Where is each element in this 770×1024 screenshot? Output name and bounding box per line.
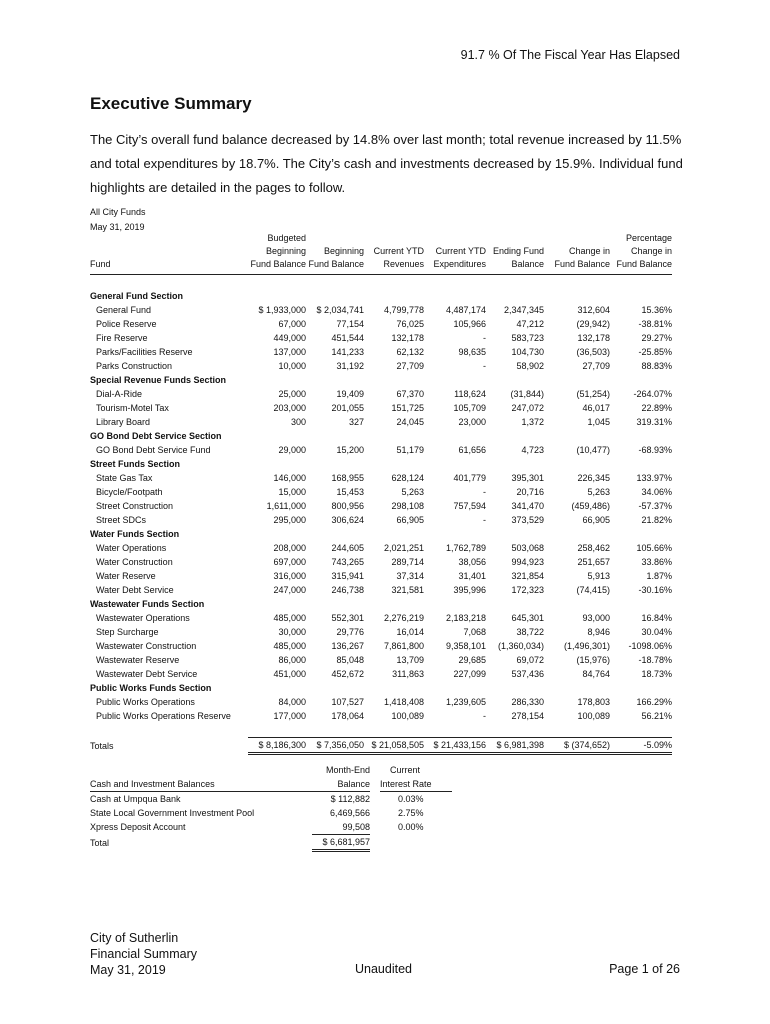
fund-value: 278,154 <box>511 711 544 721</box>
fund-value: 15,200 <box>336 445 364 455</box>
cash-title: Cash and Investment Balances <box>90 763 312 792</box>
fund-value: 395,301 <box>511 473 544 483</box>
fund-value: 166.29% <box>636 697 672 707</box>
fund-value: 628,124 <box>391 473 424 483</box>
totals-value: $ 21,433,156 <box>424 738 486 754</box>
section-header <box>90 597 672 611</box>
table-row <box>90 359 672 373</box>
fund-value: 2,276,219 <box>383 613 424 623</box>
section-title: GO Bond Debt Service Section <box>90 431 222 441</box>
fund-value: 22.89% <box>641 403 672 413</box>
fund-name: Water Operations <box>96 543 167 553</box>
table-row <box>90 513 672 527</box>
section-header <box>90 429 672 443</box>
fund-value: 29.27% <box>641 333 672 343</box>
fund-value: 800,956 <box>331 501 364 511</box>
fund-name: Street Construction <box>96 501 174 511</box>
fund-value: 15,000 <box>278 487 306 497</box>
fund-value: 5,263 <box>587 487 610 497</box>
section-title: Street Funds Section <box>90 459 181 469</box>
fund-value: 226,345 <box>577 473 610 483</box>
fund-value: 24,045 <box>396 417 424 427</box>
fund-value: 201,055 <box>331 403 364 413</box>
fund-value: 27,709 <box>582 361 610 371</box>
table-row <box>90 583 672 597</box>
fund-value: 104,730 <box>511 347 544 357</box>
fund-name: Street SDCs <box>96 515 147 525</box>
cash-balance: $ 112,882 <box>330 794 370 804</box>
fund-name: General Fund <box>96 305 152 315</box>
cash-interest-rate: 0.00% <box>398 822 424 833</box>
fund-value: 2,021,251 <box>383 543 424 553</box>
table-row <box>90 303 672 317</box>
col-budgeted: Budgeted Beginning Fund Balance <box>248 232 306 275</box>
fund-value: 51,179 <box>396 445 424 455</box>
fund-value: 4,723 <box>521 445 544 455</box>
totals-row <box>90 738 672 754</box>
fund-name: Water Debt Service <box>96 585 174 595</box>
table-row <box>90 345 672 359</box>
fund-value: 1,762,789 <box>445 543 486 553</box>
fund-value: 27,709 <box>396 361 424 371</box>
cash-account-name: State Local Government Investment Pool <box>90 808 255 818</box>
fund-value: 1.87% <box>646 571 672 581</box>
fund-name: Step Surcharge <box>96 627 159 637</box>
cash-balances-table <box>90 763 452 852</box>
fiscal-year-note: 91.7 % Of The Fiscal Year Has Elapsed <box>460 48 680 62</box>
fund-value: (74,415) <box>576 585 610 595</box>
fund-value: 84,000 <box>278 697 306 707</box>
fund-name: State Gas Tax <box>96 473 153 483</box>
fund-balance-table <box>90 232 672 755</box>
fund-value: 485,000 <box>273 641 306 651</box>
fund-value: 56.21% <box>641 711 672 721</box>
table-caption-line1: All City Funds <box>90 207 146 217</box>
fund-value: 132,178 <box>577 333 610 343</box>
fund-value: 15.36% <box>641 305 672 315</box>
fund-value: 341,470 <box>511 501 544 511</box>
fund-value: 31,192 <box>336 361 364 371</box>
fund-value: 85,048 <box>336 655 364 665</box>
totals-value: $ 7,356,050 <box>306 738 364 754</box>
totals-value: $ 8,186,300 <box>248 738 306 754</box>
fund-value: 107,527 <box>331 697 364 707</box>
table-row <box>90 695 672 709</box>
fund-value: (15,976) <box>576 655 610 665</box>
col-change: Change in Fund Balance <box>544 232 610 275</box>
fund-value: 66,905 <box>396 515 424 525</box>
table-header-row <box>90 232 672 275</box>
table-row <box>90 387 672 401</box>
fund-value: 58,902 <box>516 361 544 371</box>
table-row <box>90 401 672 415</box>
col-revenues: Current YTD Revenues <box>364 232 424 275</box>
fund-value: 33.86% <box>641 557 672 567</box>
fund-value: 994,923 <box>511 557 544 567</box>
fund-value: (36,503) <box>576 347 610 357</box>
fund-value: 757,594 <box>453 501 486 511</box>
fund-value: 46,017 <box>582 403 610 413</box>
fund-name: Wastewater Reserve <box>96 655 180 665</box>
fund-value: -68.93% <box>638 445 672 455</box>
fund-value: 306,624 <box>331 515 364 525</box>
fund-value: 286,330 <box>511 697 544 707</box>
fund-value: 315,941 <box>331 571 364 581</box>
page-title: Executive Summary <box>90 94 252 113</box>
fund-value: 66,905 <box>582 515 610 525</box>
totals-label: Totals <box>90 740 114 751</box>
fund-value: 7,068 <box>463 627 486 637</box>
fund-name: Tourism-Motel Tax <box>96 403 169 413</box>
table-row <box>90 709 672 723</box>
fund-name: GO Bond Debt Service Fund <box>96 445 211 455</box>
fund-value: 77,154 <box>336 319 364 329</box>
fund-value: 1,372 <box>521 417 544 427</box>
fund-value: 38,056 <box>458 557 486 567</box>
fund-value: 251,657 <box>577 557 610 567</box>
fund-value: 31,401 <box>458 571 486 581</box>
fund-value: - <box>483 487 486 497</box>
fund-value: 69,072 <box>516 655 544 665</box>
table-row <box>90 569 672 583</box>
fund-value: 7,861,800 <box>383 641 424 651</box>
fund-value: 76,025 <box>396 319 424 329</box>
fund-value: 311,863 <box>392 669 424 679</box>
totals-value: $ 21,058,505 <box>364 738 424 754</box>
table-row <box>90 443 672 457</box>
cash-row <box>90 792 452 807</box>
fund-value: 21.82% <box>641 515 672 525</box>
fund-value: 168,955 <box>331 473 364 483</box>
fund-value: 29,776 <box>336 627 364 637</box>
fund-value: 4,487,174 <box>445 305 486 315</box>
col-month-end-balance: Month-End Balance <box>312 763 370 792</box>
fund-value: -18.78% <box>638 655 672 665</box>
fund-name: Wastewater Operations <box>96 613 190 623</box>
fund-value: 321,581 <box>391 585 424 595</box>
table-row <box>90 611 672 625</box>
fund-value: 244,605 <box>331 543 364 553</box>
table-row <box>90 331 672 345</box>
fund-name: Public Works Operations Reserve <box>96 711 231 721</box>
cash-account-name: Cash at Umpqua Bank <box>90 794 181 804</box>
fund-name: Dial-A-Ride <box>96 389 143 399</box>
fund-value: 697,000 <box>273 557 306 567</box>
fund-value: 258,462 <box>577 543 610 553</box>
fund-value: 172,323 <box>511 585 544 595</box>
col-interest-rate: Current Interest Rate <box>380 763 452 792</box>
fund-value: 452,672 <box>331 669 364 679</box>
fund-value: 105,709 <box>453 403 486 413</box>
col-fund: Fund <box>90 232 248 275</box>
table-row <box>90 415 672 429</box>
col-beginning: Beginning Fund Balance <box>306 232 364 275</box>
fund-value: 178,064 <box>331 711 364 721</box>
fund-value: -25.85% <box>638 347 672 357</box>
totals-value: $ 6,981,398 <box>486 738 544 754</box>
cash-account-name: Xpress Deposit Account <box>90 822 186 833</box>
section-header <box>90 457 672 471</box>
fund-value: 84,764 <box>582 669 610 679</box>
fund-value: 227,099 <box>453 669 486 679</box>
fund-value: 247,072 <box>511 403 544 413</box>
fund-value: 2,183,218 <box>445 613 486 623</box>
fund-value: 503,068 <box>511 543 544 553</box>
fund-value: 18.73% <box>641 669 672 679</box>
fund-value: 4,799,778 <box>383 305 424 315</box>
fund-value: 105,966 <box>453 319 486 329</box>
fund-value: 88.83% <box>641 361 672 371</box>
section-title: General Fund Section <box>90 291 184 301</box>
cash-interest-rate: 0.03% <box>398 794 424 804</box>
footer-city: City of Sutherlin <box>90 931 179 945</box>
fund-value: 37,314 <box>396 571 424 581</box>
fund-value: 178,803 <box>577 697 610 707</box>
fund-value: 289,714 <box>391 557 424 567</box>
footer-date: May 31, 2019 <box>90 963 166 977</box>
fund-value: 208,000 <box>273 543 306 553</box>
cash-balance: 99,508 <box>342 822 370 832</box>
cash-total-row <box>90 835 452 851</box>
fund-value: - <box>483 333 486 343</box>
cash-total-label: Total <box>90 837 110 848</box>
fund-value: 300 <box>290 417 306 427</box>
fund-value: 1,239,605 <box>445 697 486 707</box>
fund-value: -1098.06% <box>628 641 672 651</box>
fund-value: 203,000 <box>273 403 306 413</box>
fund-value: 295,000 <box>273 515 306 525</box>
table-row <box>90 653 672 667</box>
cash-row <box>90 806 452 820</box>
fund-value: 485,000 <box>273 613 306 623</box>
fund-value: 5,263 <box>401 487 424 497</box>
fund-name: Bicycle/Footpath <box>96 487 163 497</box>
fund-value: 247,000 <box>273 585 306 595</box>
cash-total-value: $ 6,681,957 <box>312 835 370 851</box>
table-row <box>90 499 672 513</box>
fund-value: 30.04% <box>641 627 672 637</box>
fund-value: 451,000 <box>273 669 306 679</box>
totals-value: $ (374,652) <box>544 738 610 754</box>
fund-value: 319.31% <box>636 417 672 427</box>
fund-value: 327 <box>348 417 364 427</box>
section-header <box>90 289 672 303</box>
section-title: Public Works Funds Section <box>90 683 212 693</box>
col-pct: Percentage Change in Fund Balance <box>610 232 672 275</box>
section-header <box>90 373 672 387</box>
fund-value: 136,267 <box>331 641 364 651</box>
fund-value: (31,844) <box>510 389 544 399</box>
fund-value: 20,716 <box>516 487 544 497</box>
fund-value: 93,000 <box>582 613 610 623</box>
fund-value: 1,418,408 <box>383 697 424 707</box>
cash-balance: 6,469,566 <box>329 808 370 818</box>
col-ending: Ending Fund Balance <box>486 232 544 275</box>
fund-value: 552,301 <box>331 613 364 623</box>
fund-value: 133.97% <box>636 473 672 483</box>
fund-value: 5,913 <box>587 571 610 581</box>
fund-value: 25,000 <box>278 389 306 399</box>
fund-value: 177,000 <box>273 711 306 721</box>
fund-value: 34.06% <box>641 487 672 497</box>
fund-value: (1,360,034) <box>497 641 544 651</box>
fund-value: 1,045 <box>587 417 610 427</box>
fund-value: 15,453 <box>336 487 364 497</box>
table-row <box>90 667 672 681</box>
footer-report: Financial Summary <box>90 947 197 961</box>
fund-value: 29,685 <box>458 655 486 665</box>
footer-org <box>90 930 197 978</box>
table-row <box>90 541 672 555</box>
fund-value: 321,854 <box>511 571 544 581</box>
fund-value: 451,544 <box>331 333 364 343</box>
fund-value: 105.66% <box>636 543 672 553</box>
fund-value: -264.07% <box>633 389 672 399</box>
fund-value: -57.37% <box>638 501 672 511</box>
cash-interest-rate: 2.75% <box>398 808 424 818</box>
fund-value: 100,089 <box>391 711 424 721</box>
fund-value: 62,132 <box>396 347 424 357</box>
fund-value: 10,000 <box>278 361 306 371</box>
fund-value: 246,738 <box>331 585 364 595</box>
fund-value: 312,604 <box>577 305 610 315</box>
fund-value: 151,725 <box>391 403 424 413</box>
fund-value: 298,108 <box>391 501 424 511</box>
fund-value: 13,709 <box>396 655 424 665</box>
table-row <box>90 555 672 569</box>
fund-value: 47,212 <box>516 319 544 329</box>
fund-value: 401,779 <box>453 473 486 483</box>
fund-value: 373,529 <box>511 515 544 525</box>
fund-value: 16,014 <box>396 627 424 637</box>
table-row <box>90 485 672 499</box>
fund-value: 141,233 <box>331 347 364 357</box>
section-header <box>90 527 672 541</box>
fund-value: $ 1,933,000 <box>258 305 306 315</box>
fund-value: 8,946 <box>587 627 610 637</box>
section-title: Wastewater Funds Section <box>90 599 205 609</box>
fund-value: 9,358,101 <box>445 641 486 651</box>
fund-value: (1,496,301) <box>563 641 610 651</box>
fund-value: 1,611,000 <box>266 501 306 511</box>
page-number: Page 1 of 26 <box>609 962 680 976</box>
fund-name: Wastewater Construction <box>96 641 197 651</box>
fund-value: 19,409 <box>336 389 364 399</box>
fund-name: Fire Reserve <box>96 333 148 343</box>
fund-value: 395,996 <box>453 585 486 595</box>
table-caption-line2: May 31, 2019 <box>90 222 145 232</box>
fund-value: (10,477) <box>576 445 610 455</box>
fund-value: 98,635 <box>458 347 486 357</box>
fund-name: Police Reserve <box>96 319 157 329</box>
fund-value: 16.84% <box>641 613 672 623</box>
fund-value: 86,000 <box>278 655 306 665</box>
fund-value: 30,000 <box>278 627 306 637</box>
fund-value: (51,254) <box>576 389 610 399</box>
fund-value: (459,486) <box>571 501 610 511</box>
fund-value: 537,436 <box>511 669 544 679</box>
fund-value: -38.81% <box>638 319 672 329</box>
section-header <box>90 681 672 695</box>
fund-value: 2,347,345 <box>503 305 544 315</box>
fund-value: 316,000 <box>273 571 306 581</box>
fund-name: Public Works Operations <box>96 697 195 707</box>
fund-value: 67,000 <box>278 319 306 329</box>
totals-value: -5.09% <box>610 738 672 754</box>
fund-value: 38,722 <box>516 627 544 637</box>
col-expenditures: Current YTD Expenditures <box>424 232 486 275</box>
fund-name: Water Construction <box>96 557 173 567</box>
fund-value: 137,000 <box>273 347 306 357</box>
fund-value: 583,723 <box>511 333 544 343</box>
summary-paragraph: The City’s overall fund balance decreased by 14.8% over last month; total revenue increased by 11.5% and total expenditures by 18.7%. The City’s cash and investments decreased by 15.9%. Individual fund highlights are detailed in the pages to follow. <box>90 132 683 195</box>
table-row <box>90 471 672 485</box>
fund-value: 645,301 <box>511 613 544 623</box>
fund-name: Parks/Facilities Reserve <box>96 347 193 357</box>
fund-value: - <box>483 711 486 721</box>
cash-row <box>90 820 452 835</box>
table-row <box>90 639 672 653</box>
fund-value: 23,000 <box>458 417 486 427</box>
fund-value: -30.16% <box>638 585 672 595</box>
fund-value: 743,265 <box>331 557 364 567</box>
fund-value: 118,624 <box>454 389 486 399</box>
fund-value: 146,000 <box>273 473 306 483</box>
fund-value: 100,089 <box>577 711 610 721</box>
fund-value: - <box>483 361 486 371</box>
table-row <box>90 625 672 639</box>
section-title: Water Funds Section <box>90 529 180 539</box>
footer-status: Unaudited <box>355 962 412 976</box>
fund-name: Library Board <box>96 417 151 427</box>
fund-value: 449,000 <box>273 333 306 343</box>
fund-name: Wastewater Debt Service <box>96 669 198 679</box>
fund-value: 67,370 <box>396 389 424 399</box>
fund-value: 61,656 <box>458 445 486 455</box>
fund-value: - <box>483 515 486 525</box>
fund-value: 132,178 <box>391 333 424 343</box>
fund-value: $ 2,034,741 <box>316 305 364 315</box>
fund-value: (29,942) <box>576 319 610 329</box>
section-title: Special Revenue Funds Section <box>90 375 227 385</box>
fund-name: Water Reserve <box>96 571 156 581</box>
table-row <box>90 317 672 331</box>
fund-name: Parks Construction <box>96 361 173 371</box>
fund-value: 29,000 <box>278 445 306 455</box>
